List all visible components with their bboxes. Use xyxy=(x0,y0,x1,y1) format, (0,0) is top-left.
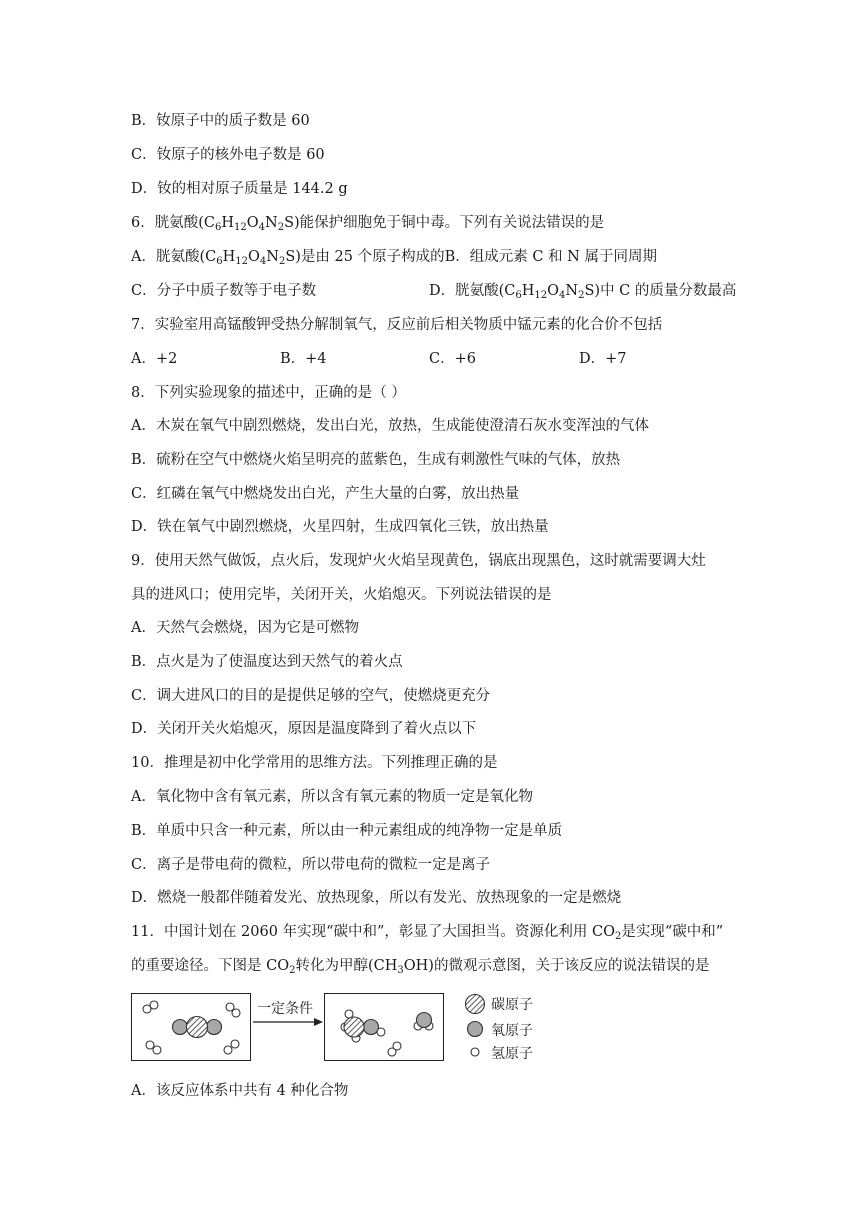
subscript: 12 xyxy=(234,222,247,233)
q11-stem-line2 xyxy=(131,956,709,976)
text: 的重要途径。下图是 CO xyxy=(131,958,290,974)
text: O xyxy=(547,283,560,299)
legend-hydrogen: 氢原子 xyxy=(491,1046,533,1062)
q9-option-d: D．关闭开关火焰熄灭，原因是温度降到了着火点以下 xyxy=(131,721,477,737)
q10-option-c: C．离子是带电荷的微粒，所以带电荷的微粒一定是离子 xyxy=(131,857,491,873)
q5-option-d: D．钕的相对原子质量是 144.2 g xyxy=(131,181,348,197)
methanol-molecule xyxy=(341,1010,385,1042)
text: H xyxy=(221,215,235,231)
product-box xyxy=(324,993,444,1061)
text: O xyxy=(246,215,259,231)
legend-symbols xyxy=(461,992,491,1064)
text: S)是由 25 个原子构成的 xyxy=(285,249,445,265)
arrow-label: 一定条件 xyxy=(257,1001,313,1017)
q9-option-b: B．点火是为了使温度达到天然气的着火点 xyxy=(131,654,403,670)
q7-option-c: C．+6 xyxy=(429,351,476,367)
subscript: 2 xyxy=(578,290,585,301)
q6-option-c: C．分子中质子数等于电子数 xyxy=(131,283,317,299)
text: 6．胱氨酸(C xyxy=(131,215,215,231)
subscript: 3 xyxy=(397,965,404,976)
text: H xyxy=(521,283,535,299)
q7-option-a: A．+2 xyxy=(131,351,178,367)
text: A．胱氨酸(C xyxy=(131,249,217,265)
subscript: 2 xyxy=(277,222,285,233)
subscript: 12 xyxy=(534,290,548,301)
text: N xyxy=(565,283,579,299)
q11-option-a: A．该反应体系中共有 4 种化合物 xyxy=(131,1083,349,1099)
q8-stem: 8．下列实验现象的描述中，正确的是（ ） xyxy=(131,385,406,401)
subscript: 6 xyxy=(214,222,222,233)
subscript: 2 xyxy=(615,931,622,942)
subscript: 2 xyxy=(278,256,286,267)
q5-option-c: C．钕原子的核外电子数是 60 xyxy=(131,147,325,163)
q9-option-a: A．天然气会燃烧，因为它是可燃物 xyxy=(131,620,359,636)
subscript: 4 xyxy=(259,256,267,267)
q7-stem: 7．实验室用高锰酸钾受热分解制氧气，反应前后相关物质中锰元素的化合价不包括 xyxy=(131,317,663,333)
co2-molecule xyxy=(173,1017,222,1038)
q6-option-b: B．组成元素 C 和 N 属于同周期 xyxy=(444,249,657,265)
h2-molecule xyxy=(143,1001,158,1013)
text: 转化为甲醇(CH xyxy=(295,958,398,974)
reactant-box xyxy=(131,993,251,1061)
oxygen-atom-icon xyxy=(468,1022,483,1037)
subscript: 4 xyxy=(559,290,566,301)
q6-stem xyxy=(131,213,604,233)
subscript: 4 xyxy=(258,222,266,233)
text: N xyxy=(266,249,279,265)
hydrogen-atom-icon xyxy=(471,1048,479,1056)
carbon-atom-icon xyxy=(466,995,485,1014)
q8-option-d: D．铁在氧气中剧烈燃烧，火星四射，生成四氧化三铁，放出热量 xyxy=(131,519,549,535)
text: D．胱氨酸(C xyxy=(429,283,516,299)
h2-molecule xyxy=(388,1042,401,1056)
q5-option-b: B．钕原子中的质子数是 60 xyxy=(131,113,310,129)
q7-option-d: D．+7 xyxy=(579,351,627,367)
text: S)中 C 的质量分数最高 xyxy=(584,283,737,299)
subscript: 2 xyxy=(289,965,296,976)
q6-option-d xyxy=(429,281,736,301)
q9-stem-line1: 9．使用天然气做饭，点火后，发现炉火火焰呈现黄色，锅底出现黑色，这时就需要调大灶 xyxy=(131,553,706,569)
text: 11．中国计划在 2060 年实现“碳中和”，彰显了大国担当。资源化利用 CO xyxy=(131,924,615,940)
legend-oxygen: 氧原子 xyxy=(491,1023,533,1039)
q10-option-d: D．燃烧一般都伴随着发光、放热现象，所以有发光、放热现象的一定是燃烧 xyxy=(131,890,622,906)
q9-option-c: C．调大进风口的目的是提供足够的空气，使燃烧更充分 xyxy=(131,688,491,704)
h2-molecule xyxy=(146,1041,161,1054)
text: N xyxy=(265,215,278,231)
text: H xyxy=(222,249,236,265)
product-molecules xyxy=(325,994,443,1060)
q8-option-b: B．硫粉在空气中燃烧火焰呈明亮的蓝紫色，生成有刺激性气味的气体，放热 xyxy=(131,452,621,468)
q11-stem-line1 xyxy=(131,922,723,942)
legend-carbon: 碳原子 xyxy=(491,997,533,1013)
q10-option-a: A．氧化物中含有氧元素，所以含有氧元素的物质一定是氧化物 xyxy=(131,789,533,805)
subscript: 6 xyxy=(515,290,522,301)
h2-molecule xyxy=(224,1040,239,1054)
q10-stem: 10．推理是初中化学常用的思维方法。下列推理正确的是 xyxy=(131,755,498,771)
subscript: 12 xyxy=(235,256,248,267)
reaction-diagram xyxy=(131,992,551,1066)
q10-option-b: B．单质中只含一种元素，所以由一种元素组成的纯净物一定是单质 xyxy=(131,823,563,839)
q6-option-a xyxy=(131,247,657,267)
q7-option-b: B．+4 xyxy=(280,351,327,367)
text: OH)的微观示意图，关于该反应的说法错误的是 xyxy=(403,958,710,974)
text: 是实现“碳中和” xyxy=(621,924,724,940)
reactant-molecules xyxy=(132,994,250,1060)
subscript: 6 xyxy=(216,256,223,267)
water-molecule xyxy=(414,1013,433,1031)
text: O xyxy=(248,249,260,265)
q9-stem-line2: 具的进风口；使用完毕，关闭开关，火焰熄灭。下列说法错误的是 xyxy=(131,587,552,603)
q8-option-c: C．红磷在氧气中燃烧发出白光，产生大量的白雾，放出热量 xyxy=(131,486,520,502)
h2-molecule xyxy=(226,1003,240,1017)
q8-option-a: A．木炭在氧气中剧烈燃烧，发出白光，放热，生成能使澄清石灰水变浑浊的气体 xyxy=(131,418,649,434)
text: S)能保护细胞免于铜中毒。下列有关说法错误的是 xyxy=(284,215,605,231)
